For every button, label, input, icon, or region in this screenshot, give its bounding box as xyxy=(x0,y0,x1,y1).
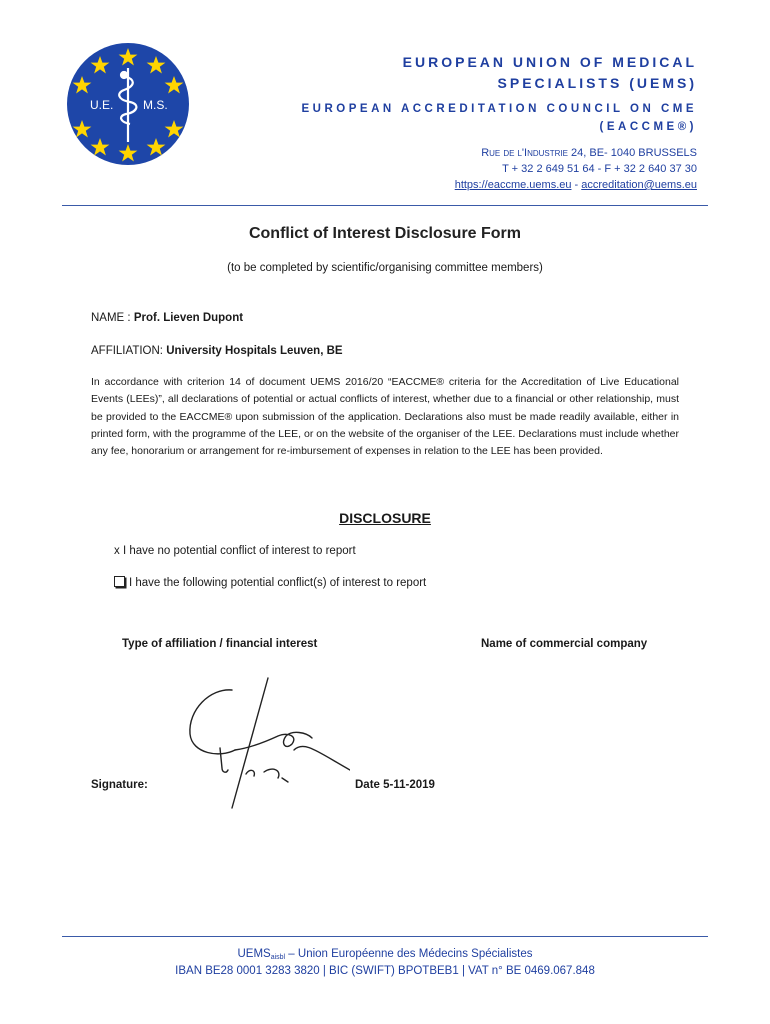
option-has-conflict xyxy=(114,576,426,589)
footer-org xyxy=(0,948,770,961)
disclosure-paragraph: In accordance with criterion 14 of document UEMS 2016/20 “EACCME® criteria for the Accreditation of Live Educational Events (LEEs)”, all declarations of potential or actual conflicts of interest, whether due to a financial or other relationship, must be provided to the EACCME® upon submission of the application. Declarations also must be made readily available, either in printed form, with the programme of the LEE, or on the website of the organiser of the LEE. Declarations must include whether any fee, honorarium or arrangement for re-imbursement of expenses in relation to the LEE has been provided. xyxy=(91,376,679,458)
signature-date: Date 5-11-2019 xyxy=(355,779,435,791)
logo-text-right: M.S. xyxy=(143,98,168,112)
form-title: Conflict of Interest Disclosure Form xyxy=(248,225,522,242)
council-name-line1: EUROPEAN ACCREDITATION COUNCIL ON CME xyxy=(301,103,697,115)
disclosure-heading: DISCLOSURE xyxy=(339,510,431,526)
footer-org-rest: – Union Européenne des Médecins Spécialistes xyxy=(285,948,533,960)
option-no-conflict: x I have no potential conflict of interest to report xyxy=(114,545,356,557)
affiliation-field xyxy=(91,345,343,357)
footer-org-main: UEMS xyxy=(237,948,271,960)
contact-links xyxy=(455,177,697,193)
org-name-line1: EUROPEAN UNION OF MEDICAL xyxy=(402,54,697,70)
header-divider xyxy=(62,205,708,206)
affiliation-value: University Hospitals Leuven, BE xyxy=(166,345,343,357)
phone-fax: T + 32 2 649 51 64 - F + 32 2 640 37 30 xyxy=(502,163,697,175)
org-name xyxy=(403,52,697,94)
name-label: NAME : xyxy=(91,312,134,324)
name-field xyxy=(91,312,243,324)
handwritten-signature xyxy=(180,670,350,810)
footer-divider xyxy=(62,936,708,937)
footer-banking: IBAN BE28 0001 3283 3820 | BIC (SWIFT) BPOTBEB1 | VAT n° BE 0469.067.848 xyxy=(175,965,595,977)
footer-org-sub: aisbl xyxy=(270,954,286,961)
council-name-line2: (EACCME®) xyxy=(599,121,697,133)
signature-label: Signature: xyxy=(91,779,148,791)
address-block xyxy=(455,145,697,193)
email-link[interactable]: accreditation@uems.eu xyxy=(581,179,697,191)
address: Rue de l'Industrie 24, BE- 1040 BRUSSELS xyxy=(481,147,697,159)
council-name xyxy=(302,100,698,136)
option-has-conflict-label: I have the following potential conflict(s) of interest to report xyxy=(129,577,427,589)
affiliation-label: AFFILIATION: xyxy=(91,345,167,357)
uems-logo xyxy=(66,42,190,166)
website-link[interactable]: https://eaccme.uems.eu xyxy=(454,179,572,191)
org-name-line2: SPECIALISTS (UEMS) xyxy=(497,75,697,91)
column-company-name: Name of commercial company xyxy=(481,638,648,650)
checkbox-icon[interactable] xyxy=(114,576,125,587)
link-separator: - xyxy=(571,179,582,191)
form-subtitle: (to be completed by scientific/organising committee members) xyxy=(227,262,543,274)
name-value: Prof. Lieven Dupont xyxy=(133,312,244,324)
column-affiliation-type: Type of affiliation / financial interest xyxy=(122,638,318,650)
logo-text-left: U.E. xyxy=(90,98,114,112)
